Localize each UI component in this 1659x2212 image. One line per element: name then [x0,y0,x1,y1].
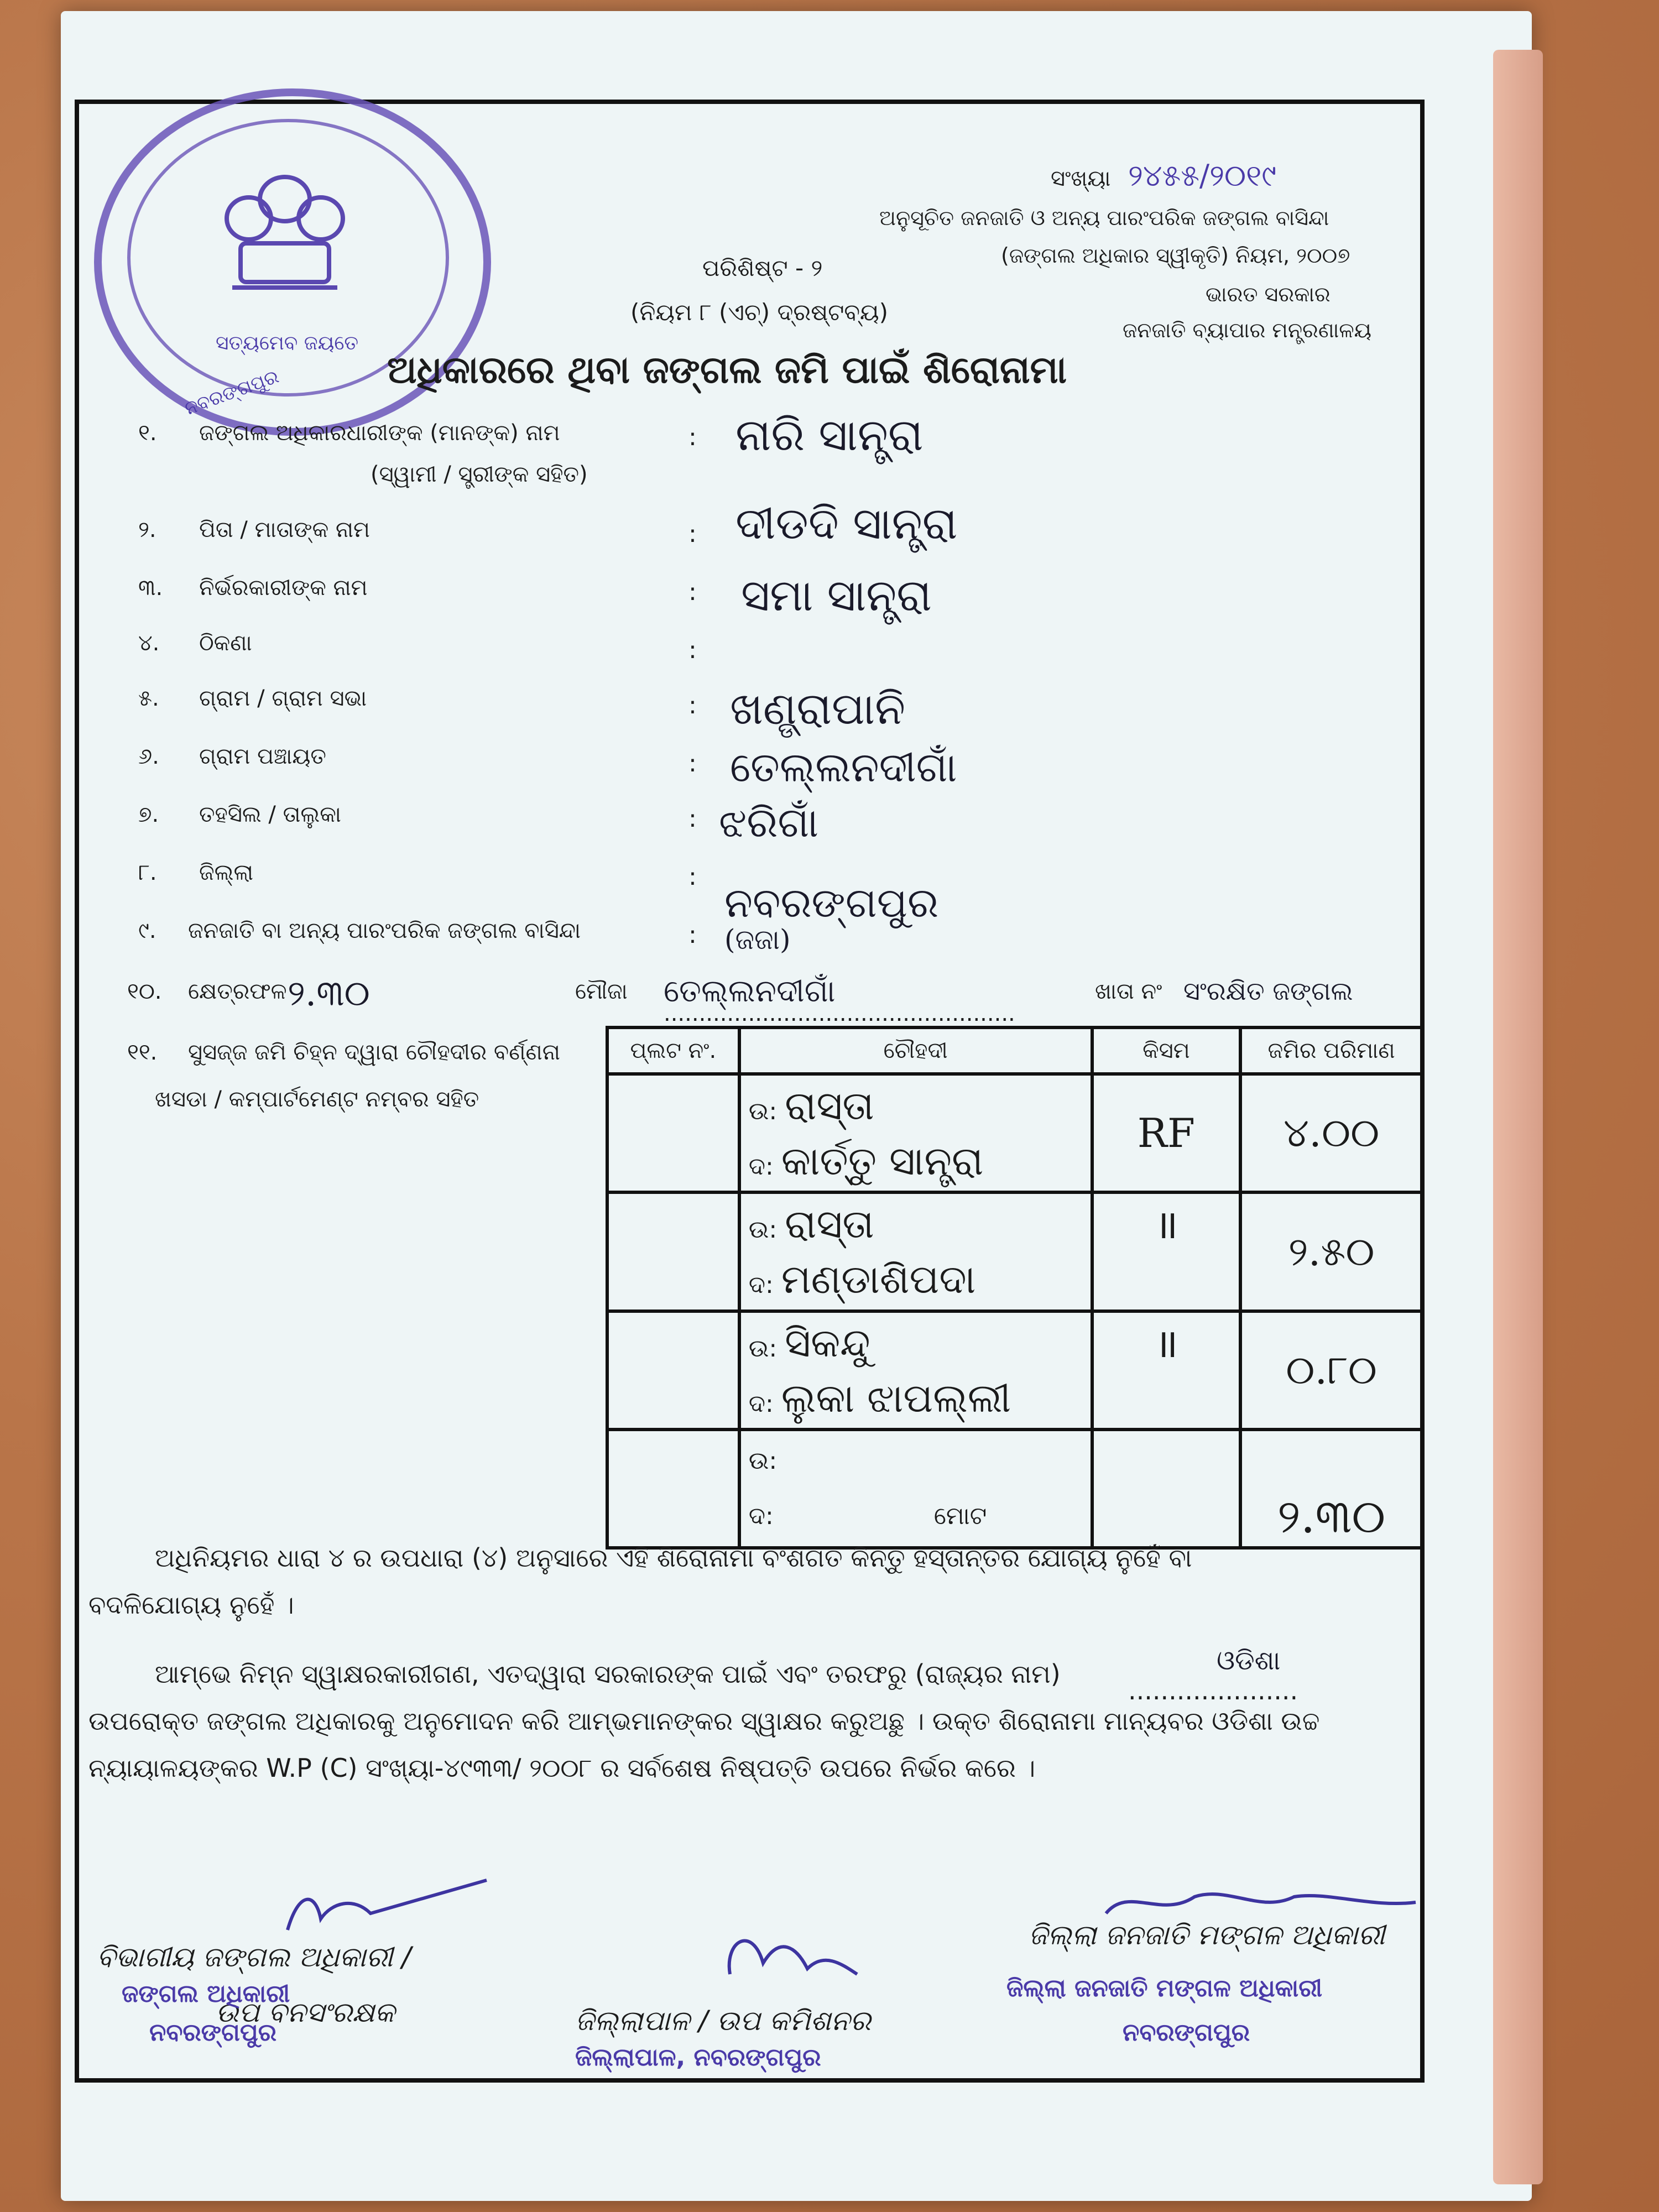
gov-line: ଭାରତ ସରକାର [1206,282,1331,306]
number-label: ସଂଖ୍ୟା [1051,166,1111,191]
act-line1: ଅନୁସୂଚିତ ଜନଜାତି ଓ ଅନ୍ୟ ପାରଂପରିକ ଜଙ୍ଗଲ ବାସିନ୍ଦା [879,206,1329,230]
state-name: ଓଡିଶା [1217,1645,1281,1676]
header-boundary: ଚୌହଦୀ [739,1027,1092,1074]
number-value: ୨୪୫୫/୨୦୧୯ [1128,158,1277,193]
header-land-area: ଜମିର ପରିମାଣ [1240,1027,1422,1074]
approval-para-line2: ଉପରୋକ୍ତ ଜଙ୍ଗଲ ଅଧିକାରକୁ ଅନୁମୋଦନ କରି ଆମ୍ଭମାନଙ୍କର ସ୍ୱାକ୍ଷର କରୁଅଛୁ । ଉକ୍ତ ଶିରୋନାମା ମାନ୍ୟବର ଓଡିଶା ଉଚ୍ଚ [88,1706,1320,1736]
table-header-row [607,1027,1422,1074]
approval-para-line1: ଆମ୍ଭେ ନିମ୍ନ ସ୍ୱାକ୍ଷରକାରୀଗଣ, ଏତଦ୍ୱାରା ସରକାରଙ୍କ ପାଇଁ ଏବଂ ତରଫରୁ (ରାଜ୍ୟର ନାମ) [155,1659,1061,1689]
header-plot-no: ପ୍ଲଟ ନଂ. [607,1027,739,1074]
approval-para-line3: ନ୍ୟାୟାଳୟଙ୍କର W.P (C) ସଂଖ୍ୟା-୪୯୩୩/ ୨୦୦୮ ର ସର୍ବଶେଷ ନିଷ୍ପତ୍ତି ଉପରେ ନିର୍ଭର କରେ । [88,1753,1036,1783]
annex-label: ପରିଶିଷ୍ଟ - ୨ [702,254,823,281]
clause-para-line2: ବଦଳିଯୋଗ୍ୟ ନୁହେଁ । [88,1590,294,1620]
signature-collector [713,1908,879,1991]
table-row: ଉ: ରାସ୍ତା ଦ: ମଣ୍ଡାଶିପଦା ॥ ୨.୫୦ [607,1192,1422,1311]
document-title: ଅଧିକାରରେ ଥିବା ଜଙ୍ଗଲ ଜମି ପାଇଁ ଶିରୋନାମା [387,348,1067,392]
table-row: ଉ: ସିକନ୍ଦୁ ଦ: ଲୁକା ଝାପଲ୍ଲୀ ॥ ୦.୮୦ [607,1311,1422,1430]
seal-motto: ସତ୍ୟମେବ ଜୟତେ [216,332,359,354]
act-line2: (ଜଙ୍ଗଲ ଅଧିକାର ସ୍ୱୀକୃତି) ନିୟମ, ୨୦୦୭ [1001,243,1350,268]
seal-text: ନବରଙ୍ଗପୁର [181,365,282,420]
table-row: ଉ: ରାସ୍ତା ଦ: କାର୍ତ୍ତୁ ସାନ୍ତ୍ରା RF ୪.୦୦ [607,1074,1422,1192]
laminate-edge [1493,50,1543,2184]
ashoka-emblem-icon [210,166,359,332]
signature-dfo [276,1869,498,1947]
table-total-row: ଉ: ଦ: ମୋଟ ୨.୩୦ [607,1430,1422,1548]
ministry-line: ଜନଜାତି ବ୍ୟାପାର ମନ୍ତ୍ରଣାଳୟ [1123,318,1372,342]
clause-para-line1: ଅଧିନିୟମର ଧାରା ୪ ର ଉପଧାରା (୪) ଅନୁସାରେ ଏହି ଶିରୋନାମା ବଂଶଗତ କିନ୍ତୁ ହସ୍ତାନ୍ତର ଯୋଗ୍ୟ ନୁହେଁ ବା [155,1543,1192,1573]
boundary-table [606,1026,1424,1550]
rule-reference: (ନିୟମ ୮ (ଏଚ୍) ଦ୍ରଷ୍ଟବ୍ୟ) [630,299,889,326]
header-kisam: କିସମ [1092,1027,1240,1074]
